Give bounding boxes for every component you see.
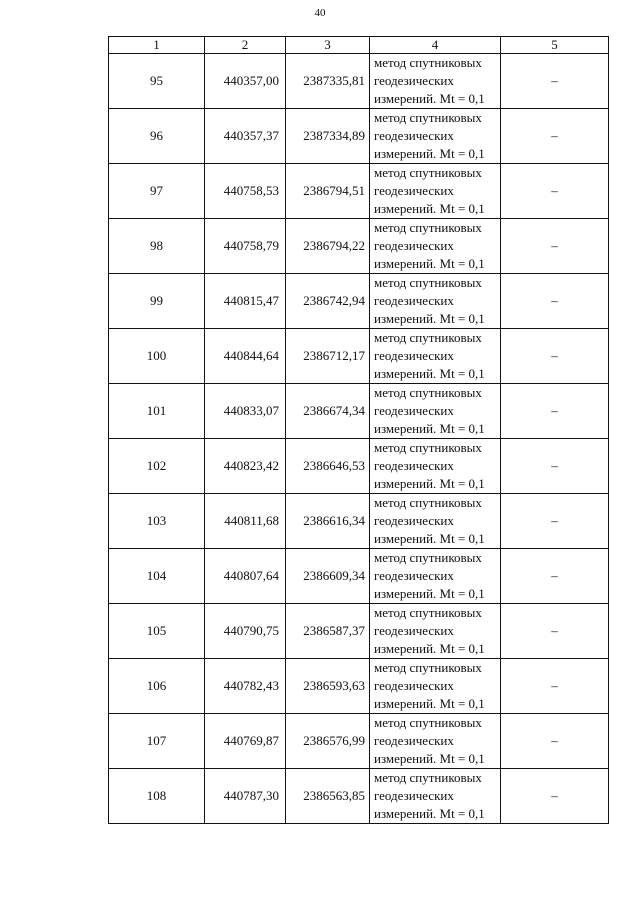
- method-cell: [370, 329, 501, 384]
- method-line: измерений. Mt = 0,1: [374, 586, 485, 601]
- method-line: метод спутниковых: [374, 220, 482, 235]
- method-line: измерений. Mt = 0,1: [374, 531, 485, 546]
- table-body: [109, 54, 609, 824]
- table-row: [109, 494, 609, 549]
- table-row: [109, 219, 609, 274]
- point-number-cell: 100: [109, 329, 205, 384]
- note-cell: –: [501, 439, 609, 494]
- method-line: геодезических: [374, 568, 454, 583]
- coordinate-x-cell: 440769,87: [205, 714, 286, 769]
- method-line: геодезических: [374, 128, 454, 143]
- method-line: измерений. Mt = 0,1: [374, 201, 485, 216]
- column-header-2: 2: [205, 37, 286, 54]
- method-line: геодезических: [374, 403, 454, 418]
- coordinate-y-cell: 2386593,63: [286, 659, 370, 714]
- coordinate-y-cell: 2386609,34: [286, 549, 370, 604]
- coordinate-x-cell: 440758,79: [205, 219, 286, 274]
- method-line: измерений. Mt = 0,1: [374, 641, 485, 656]
- coordinate-y-cell: 2386587,37: [286, 604, 370, 659]
- method-cell: [370, 714, 501, 769]
- note-cell: –: [501, 384, 609, 439]
- method-line: измерений. Mt = 0,1: [374, 256, 485, 271]
- method-line: геодезических: [374, 458, 454, 473]
- method-line: метод спутниковых: [374, 550, 482, 565]
- note-cell: –: [501, 659, 609, 714]
- coordinate-y-cell: 2386712,17: [286, 329, 370, 384]
- method-line: измерений. Mt = 0,1: [374, 806, 485, 821]
- table-row: [109, 384, 609, 439]
- method-cell: [370, 604, 501, 659]
- method-line: измерений. Mt = 0,1: [374, 366, 485, 381]
- point-number-cell: 107: [109, 714, 205, 769]
- method-line: метод спутниковых: [374, 385, 482, 400]
- coordinate-y-cell: 2386674,34: [286, 384, 370, 439]
- coordinate-x-cell: 440790,75: [205, 604, 286, 659]
- table-row: [109, 274, 609, 329]
- coordinate-y-cell: 2386576,99: [286, 714, 370, 769]
- coordinate-y-cell: 2387334,89: [286, 109, 370, 164]
- note-cell: –: [501, 329, 609, 384]
- point-number-cell: 96: [109, 109, 205, 164]
- note-cell: –: [501, 549, 609, 604]
- method-line: геодезических: [374, 348, 454, 363]
- method-line: метод спутниковых: [374, 55, 482, 70]
- table-row: [109, 329, 609, 384]
- coordinate-y-cell: 2386794,22: [286, 219, 370, 274]
- column-header-1: 1: [109, 37, 205, 54]
- method-line: геодезических: [374, 733, 454, 748]
- coordinate-x-cell: 440823,42: [205, 439, 286, 494]
- coordinate-x-cell: 440844,64: [205, 329, 286, 384]
- coordinate-x-cell: 440357,37: [205, 109, 286, 164]
- coordinate-y-cell: 2386646,53: [286, 439, 370, 494]
- point-number-cell: 99: [109, 274, 205, 329]
- coordinate-x-cell: 440807,64: [205, 549, 286, 604]
- coordinate-y-cell: 2386742,94: [286, 274, 370, 329]
- method-line: геодезических: [374, 238, 454, 253]
- method-cell: [370, 494, 501, 549]
- point-number-cell: 106: [109, 659, 205, 714]
- method-cell: [370, 274, 501, 329]
- page-number: 40: [314, 7, 326, 19]
- method-cell: [370, 109, 501, 164]
- method-line: геодезических: [374, 678, 454, 693]
- point-number-cell: 104: [109, 549, 205, 604]
- column-header-5: 5: [501, 37, 609, 54]
- method-line: измерений. Mt = 0,1: [374, 91, 485, 106]
- note-cell: –: [501, 164, 609, 219]
- method-line: метод спутниковых: [374, 110, 482, 125]
- coordinate-x-cell: 440815,47: [205, 274, 286, 329]
- note-cell: –: [501, 494, 609, 549]
- method-line: метод спутниковых: [374, 165, 482, 180]
- method-line: метод спутниковых: [374, 275, 482, 290]
- note-cell: –: [501, 274, 609, 329]
- table-row: [109, 439, 609, 494]
- table-row: [109, 604, 609, 659]
- method-line: метод спутниковых: [374, 330, 482, 345]
- method-line: геодезических: [374, 623, 454, 638]
- point-number-cell: 102: [109, 439, 205, 494]
- note-cell: –: [501, 604, 609, 659]
- method-cell: [370, 769, 501, 824]
- coordinate-y-cell: 2386794,51: [286, 164, 370, 219]
- method-line: метод спутниковых: [374, 715, 482, 730]
- point-number-cell: 101: [109, 384, 205, 439]
- coordinate-y-cell: 2386616,34: [286, 494, 370, 549]
- note-cell: –: [501, 714, 609, 769]
- coordinate-y-cell: 2387335,81: [286, 54, 370, 109]
- method-line: метод спутниковых: [374, 770, 482, 785]
- table-row: [109, 549, 609, 604]
- point-number-cell: 97: [109, 164, 205, 219]
- note-cell: –: [501, 769, 609, 824]
- coordinate-x-cell: 440833,07: [205, 384, 286, 439]
- column-header-4: 4: [370, 37, 501, 54]
- point-number-cell: 98: [109, 219, 205, 274]
- method-line: измерений. Mt = 0,1: [374, 146, 485, 161]
- table-row: [109, 659, 609, 714]
- method-line: геодезических: [374, 183, 454, 198]
- method-line: геодезических: [374, 513, 454, 528]
- method-line: метод спутниковых: [374, 605, 482, 620]
- coordinate-x-cell: 440787,30: [205, 769, 286, 824]
- method-line: измерений. Mt = 0,1: [374, 696, 485, 711]
- method-line: геодезических: [374, 293, 454, 308]
- method-line: измерений. Mt = 0,1: [374, 421, 485, 436]
- table-row: [109, 714, 609, 769]
- method-cell: [370, 659, 501, 714]
- method-line: геодезических: [374, 788, 454, 803]
- method-cell: [370, 549, 501, 604]
- method-cell: [370, 439, 501, 494]
- table-row: [109, 164, 609, 219]
- method-line: измерений. Mt = 0,1: [374, 751, 485, 766]
- table-row: [109, 109, 609, 164]
- method-line: метод спутниковых: [374, 440, 482, 455]
- point-number-cell: 105: [109, 604, 205, 659]
- coordinate-x-cell: 440758,53: [205, 164, 286, 219]
- column-header-3: 3: [286, 37, 370, 54]
- method-line: метод спутниковых: [374, 495, 482, 510]
- point-number-cell: 103: [109, 494, 205, 549]
- method-cell: [370, 384, 501, 439]
- method-cell: [370, 54, 501, 109]
- method-line: измерений. Mt = 0,1: [374, 476, 485, 491]
- point-number-cell: 95: [109, 54, 205, 109]
- note-cell: –: [501, 54, 609, 109]
- table-row: [109, 54, 609, 109]
- coordinate-y-cell: 2386563,85: [286, 769, 370, 824]
- method-line: геодезических: [374, 73, 454, 88]
- table-row: [109, 769, 609, 824]
- coordinate-x-cell: 440782,43: [205, 659, 286, 714]
- coordinates-table: [108, 36, 609, 824]
- coordinate-x-cell: 440811,68: [205, 494, 286, 549]
- table-header-row: [109, 37, 609, 54]
- method-cell: [370, 219, 501, 274]
- coordinate-x-cell: 440357,00: [205, 54, 286, 109]
- note-cell: –: [501, 219, 609, 274]
- method-cell: [370, 164, 501, 219]
- method-line: метод спутниковых: [374, 660, 482, 675]
- method-line: измерений. Mt = 0,1: [374, 311, 485, 326]
- note-cell: –: [501, 109, 609, 164]
- point-number-cell: 108: [109, 769, 205, 824]
